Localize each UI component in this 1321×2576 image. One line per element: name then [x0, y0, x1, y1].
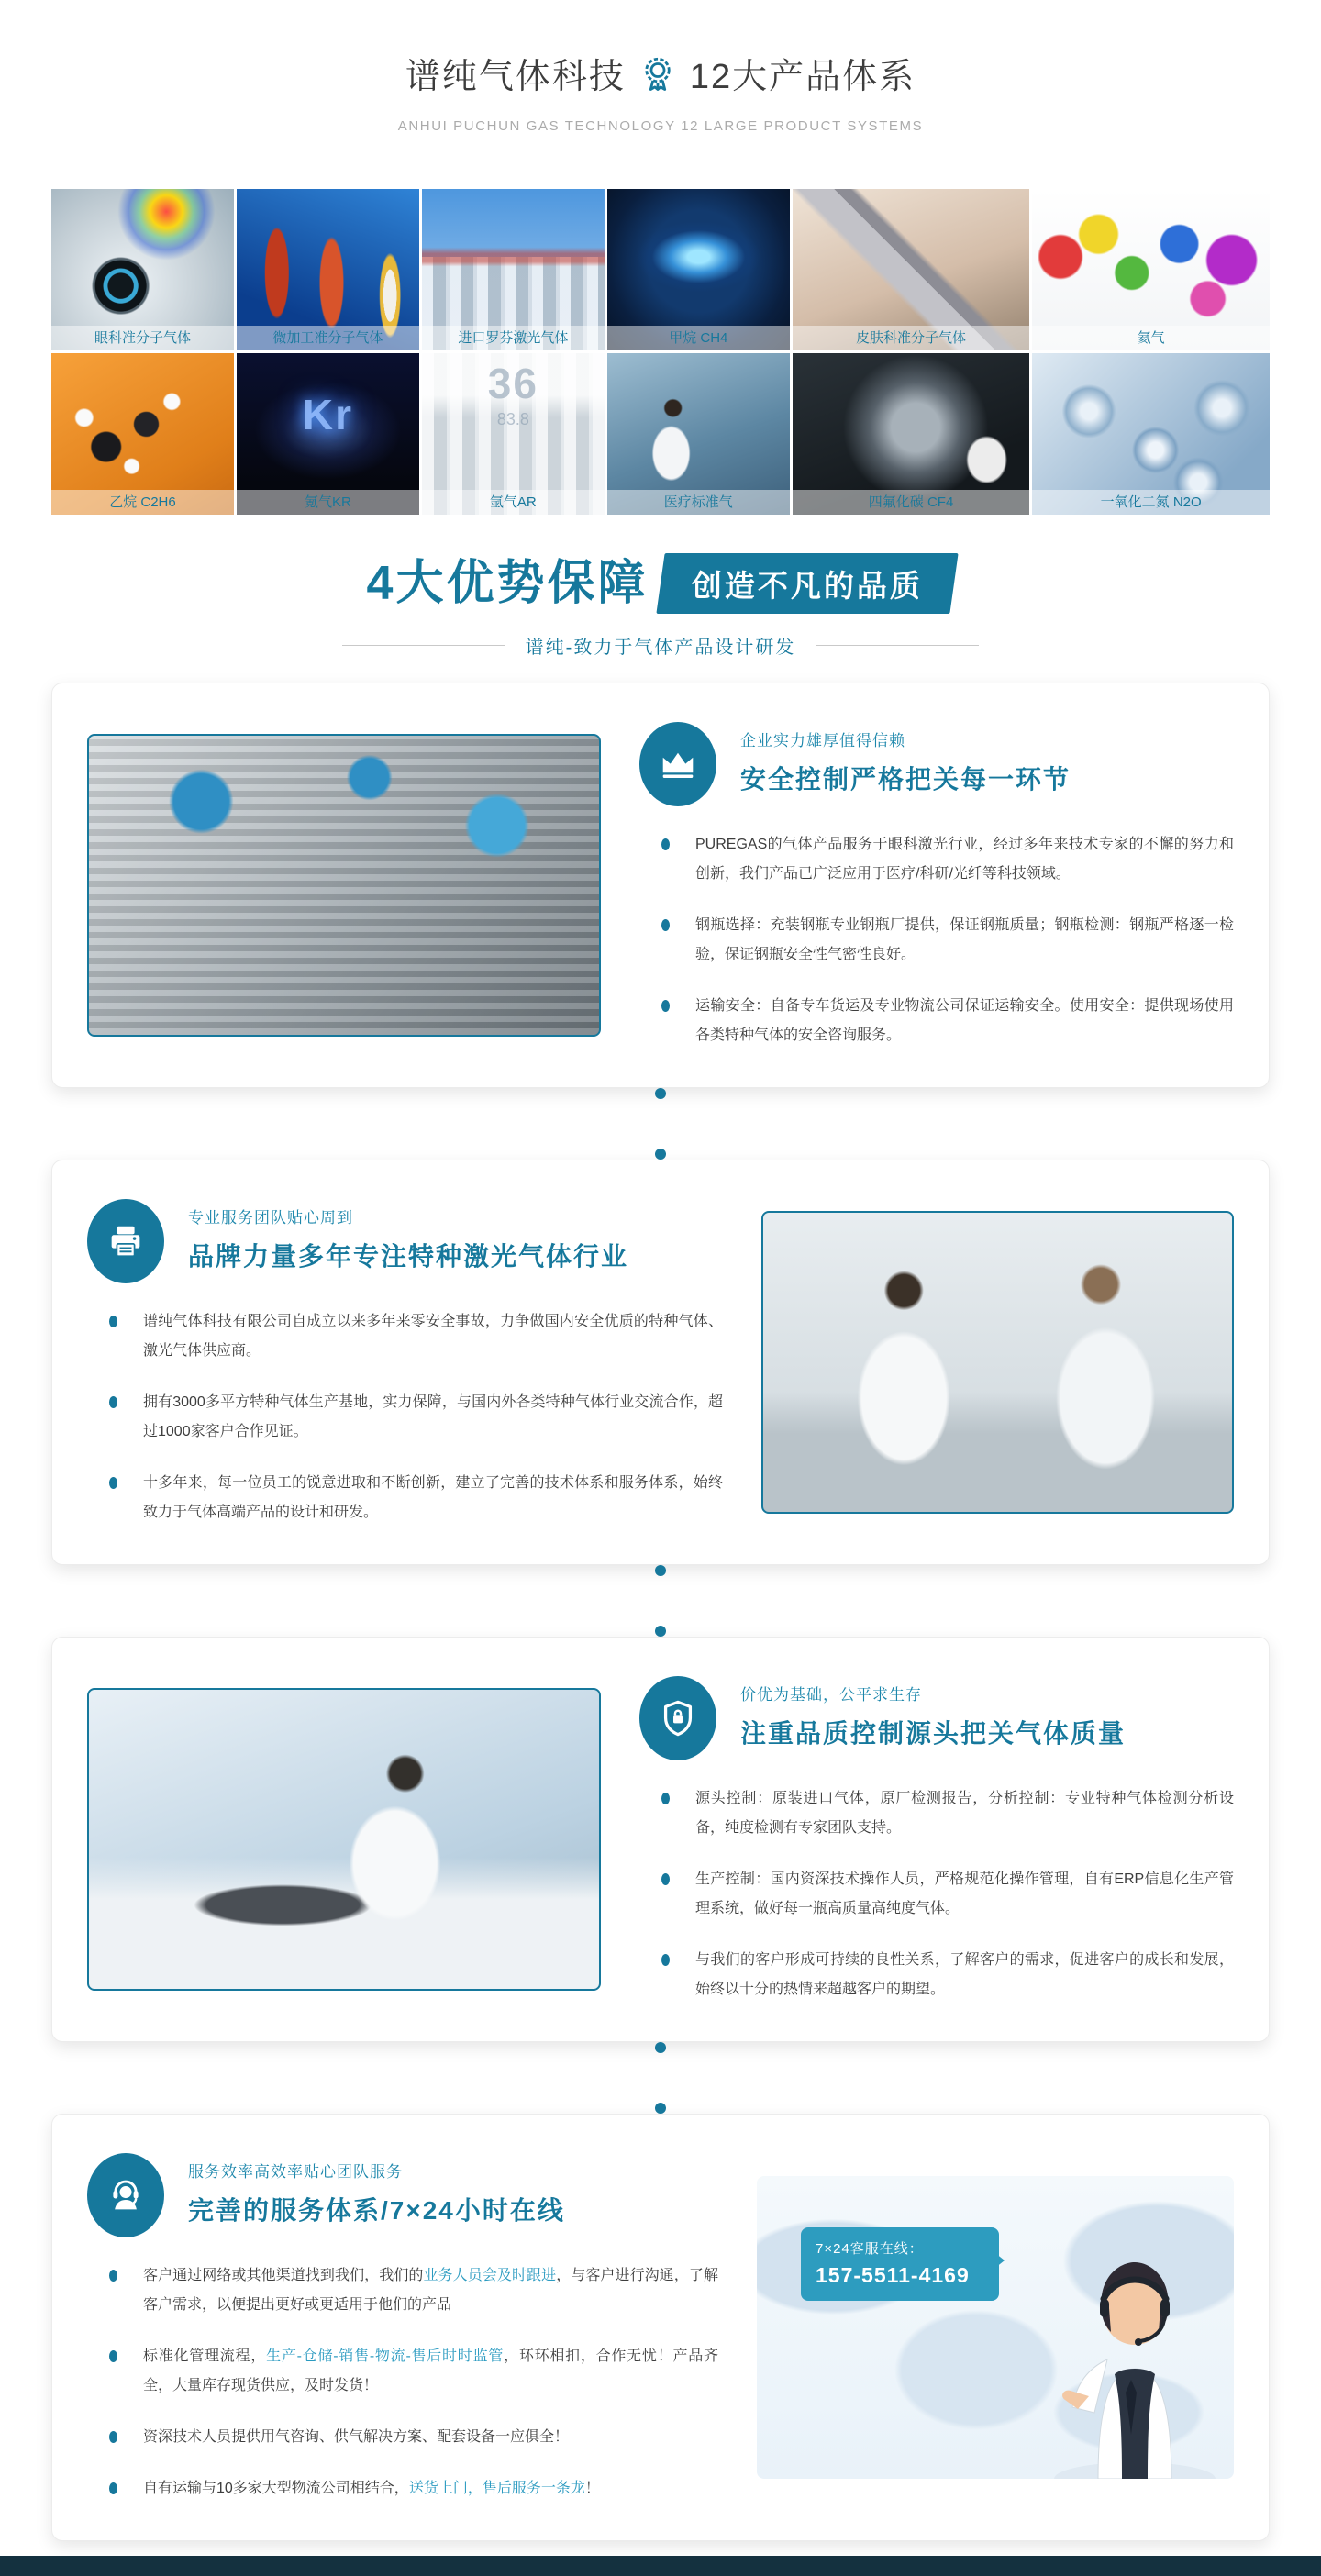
connector-dot [655, 1149, 666, 1160]
section-tagline [0, 632, 1321, 659]
bullet-text: 生产控制：国内资深技术操作人员，严格规范化操作管理，自有ERP信息化生产管理系统，做好每一瓶高质量高纯度气体。 [695, 1871, 1234, 1916]
advantage-cards [51, 683, 1270, 2541]
bullet-text: 十多年来，每一位员工的锐意进取和不断创新，建立了完善的技术体系和服务体系，始终致力于气体高端产品的设计和研发。 [143, 1475, 723, 1520]
tagline-rule-left [342, 645, 505, 646]
product-tile-cf4[interactable] [793, 353, 1030, 515]
card-heading: 安全控制严格把关每一环节 [740, 765, 1071, 794]
bullet-dot [109, 1477, 117, 1489]
card-text [87, 2151, 718, 2504]
card-heading: 品牌力量多年专注特种激光气体行业 [188, 1242, 629, 1271]
card-text [87, 1197, 723, 1527]
bullet-dot [661, 1793, 670, 1804]
tile-label: 眼科准分子气体 [51, 326, 234, 350]
advantage-card-brand [51, 1160, 1270, 1565]
bullet-item [87, 1307, 723, 1366]
bullet-text: 拥有3000多平方特种气体生产基地，实力保障，与国内外各类特种气体行业交流合作，超过1000家客户合作见证。 [143, 1394, 723, 1439]
card-head [639, 1676, 1234, 1760]
product-grid-row-2 [51, 353, 1270, 515]
section-header [0, 553, 1321, 614]
bullet-list [639, 1784, 1234, 2004]
tile-label: 微加工准分子气体 [237, 326, 419, 350]
connector-line [660, 1576, 661, 1626]
bullet-dot [661, 1873, 670, 1885]
product-tile-rofin-laser-gas[interactable] [422, 189, 605, 350]
card-titles [188, 2153, 565, 2237]
product-tile-argon[interactable] [422, 353, 605, 515]
customer-service-agent-illustration [1043, 2204, 1217, 2479]
bullet-dot [661, 919, 670, 931]
tile-label: 进口罗芬激光气体 [422, 326, 605, 350]
connector-dot [655, 2042, 666, 2053]
connector-line [660, 1099, 661, 1149]
bullet-list [639, 830, 1234, 1050]
card-heading: 完善的服务体系/7×24小时在线 [188, 2196, 565, 2225]
machinery-photo [87, 734, 601, 1037]
tile-label: 甲烷 CH4 [607, 326, 790, 350]
product-tile-dermatology-excimer[interactable] [793, 189, 1030, 350]
bullet-list [87, 1307, 723, 1527]
card-head [87, 2153, 718, 2237]
bullet-item [639, 1946, 1234, 2004]
advantage-card-service [51, 2114, 1270, 2541]
bullet-dot [109, 1316, 117, 1327]
connector-line [660, 2053, 661, 2103]
product-tile-krypton[interactable] [237, 353, 419, 515]
product-tile-ophthalmic-excimer[interactable] [51, 189, 234, 350]
section-title: 4大优势保障 [366, 557, 649, 610]
card-titles [740, 722, 1071, 806]
bullet-text: PUREGAS的气体产品服务于眼科激光行业，经过多年来技术专家的不懈的努力和创新，我们产品已广泛应用于医疗/科研/光纤等科技领域。 [695, 837, 1234, 882]
connector-dot [655, 1088, 666, 1099]
bullet-dot [109, 2482, 117, 2494]
bullet-text: 自有运输与10多家大型物流公司相结合，送货上门，售后服务一条龙！ [143, 2481, 600, 2496]
bullet-dot [109, 2270, 117, 2282]
bullet-text: 标准化管理流程，生产-仓储-销售-物流-售后时时监管，环环相扣，合作无忧！产品齐全，大量库存现货供应，及时发货！ [143, 2348, 718, 2393]
tile-label: 氦气 [1032, 326, 1270, 350]
card-text [639, 1674, 1234, 2004]
bullet-item [87, 2342, 718, 2401]
bullet-item [639, 992, 1234, 1050]
tile-art-text: 36 [487, 360, 538, 407]
advantage-card-quality [51, 1637, 1270, 2042]
tile-art-text: Kr [302, 391, 353, 439]
bullet-dot [661, 1000, 670, 1012]
bullet-item [639, 911, 1234, 970]
page-title-text: 12大产品体系 [689, 58, 916, 96]
tile-art-subtext: 83.8 [496, 410, 529, 428]
product-tile-micromachining-excimer[interactable] [237, 189, 419, 350]
bullet-dot [109, 2350, 117, 2362]
medal-icon [638, 54, 677, 93]
laboratory-team-photo [761, 1211, 1234, 1514]
brand-name: 谱纯气体科技 [405, 58, 626, 96]
advantage-card-safety [51, 683, 1270, 1088]
bullet-text: 客户通过网络或其他渠道找到我们，我们的业务人员会及时跟进，与客户进行沟通，了解客户需求，以便提出更好或更适用于他们的产品 [143, 2268, 718, 2313]
printer-icon [87, 1199, 164, 1283]
card-connector [51, 2042, 1270, 2114]
tagline-text: 谱纯-致力于气体产品设计研发 [525, 638, 796, 658]
tile-label: 氩气AR [422, 490, 605, 515]
service-map-panel [757, 2176, 1234, 2479]
hotline-label: 7×24客服在线： [816, 2241, 924, 2257]
product-tile-methane[interactable] [607, 189, 790, 350]
bullet-text: 资深技术人员提供用气咨询、供气解决方案、配套设备一应俱全！ [143, 2429, 570, 2445]
tagline-rule-right [816, 645, 979, 646]
card-kicker: 企业实力雄厚值得信赖 [740, 732, 905, 749]
footer-bar [0, 2556, 1321, 2576]
bullet-text: 与我们的客户形成可持续的良性关系，了解客户的需求，促进客户的成长和发展，始终以十分的热情来超越客户的期望。 [695, 1952, 1234, 1997]
bullet-text: 钢瓶选择：充装钢瓶专业钢瓶厂提供，保证钢瓶质量；钢瓶检测：钢瓶严格逐一检验，保证钢瓶安全性气密性良好。 [695, 917, 1234, 962]
card-titles [740, 1676, 1126, 1760]
product-grid-row-1 [51, 189, 1270, 350]
bullet-text: 源头控制：原装进口气体，原厂检测报告，分析控制：专业特种气体检测分析设备，纯度检测有专家团队支持。 [695, 1791, 1234, 1836]
bullet-item [87, 2261, 718, 2320]
product-grid [51, 189, 1270, 515]
hero-header [0, 0, 1321, 134]
connector-dot [655, 1565, 666, 1576]
bullet-item [639, 830, 1234, 889]
product-tile-helium[interactable] [1032, 189, 1270, 350]
card-kicker: 服务效率高效率贴心团队服务 [188, 2163, 403, 2181]
page-title [0, 48, 1321, 98]
bullet-item [87, 2423, 718, 2452]
bullet-dot [109, 1396, 117, 1408]
bullet-list [87, 2261, 718, 2504]
tile-label: 乙烷 C2H6 [51, 490, 234, 515]
connector-dot [655, 2103, 666, 2114]
bullet-item [87, 1388, 723, 1447]
hotline-phone-number: 157-5511-4169 [816, 2263, 970, 2287]
card-head [87, 1199, 723, 1283]
page-subtitle: ANHUI PUCHUN GAS TECHNOLOGY 12 LARGE PRODUCT SYSTEMS [397, 118, 924, 134]
card-connector [51, 1088, 1270, 1160]
crown-icon [639, 722, 716, 806]
bullet-item [87, 1469, 723, 1527]
tile-label: 皮肤科准分子气体 [793, 326, 1030, 350]
card-text [639, 720, 1234, 1050]
tile-label: 一氧化二氮 N2O [1032, 490, 1270, 515]
bullet-text: 运输安全：自备专车货运及专业物流公司保证运输安全。使用安全：提供现场使用各类特种气体的安全咨询服务。 [695, 998, 1234, 1043]
shield-lock-icon [639, 1676, 716, 1760]
microscope-lab-photo [87, 1688, 601, 1991]
card-head [639, 722, 1234, 806]
connector-dot [655, 1626, 666, 1637]
bullet-dot [661, 1954, 670, 1966]
card-heading: 注重品质控制源头把关气体质量 [740, 1719, 1127, 1748]
bullet-item [639, 1865, 1234, 1924]
product-tile-n2o[interactable] [1032, 353, 1270, 515]
bullet-item [87, 2474, 718, 2504]
section-banner [657, 553, 959, 614]
bullet-dot [109, 2431, 117, 2443]
service-hotline-bubble [801, 2227, 999, 2301]
section-banner-text: 创造不凡的品质 [692, 568, 924, 603]
product-tile-medical-standard-gas[interactable] [607, 353, 790, 515]
bullet-text: 谱纯气体科技有限公司自成立以来多年来零安全事故，力争做国内安全优质的特种气体、激光气体供应商。 [143, 1314, 723, 1359]
card-connector [51, 1565, 1270, 1637]
card-kicker: 价优为基础，公平求生存 [740, 1686, 922, 1704]
tile-label: 四氟化碳 CF4 [793, 490, 1030, 515]
bullet-dot [661, 838, 670, 850]
tile-label: 氪气KR [237, 490, 419, 515]
bullet-item [639, 1784, 1234, 1843]
headset-icon [87, 2153, 164, 2237]
product-tile-ethane[interactable] [51, 353, 234, 515]
tile-label: 医疗标准气 [607, 490, 790, 515]
card-titles [188, 1199, 628, 1283]
card-kicker: 专业服务团队贴心周到 [188, 1209, 353, 1227]
